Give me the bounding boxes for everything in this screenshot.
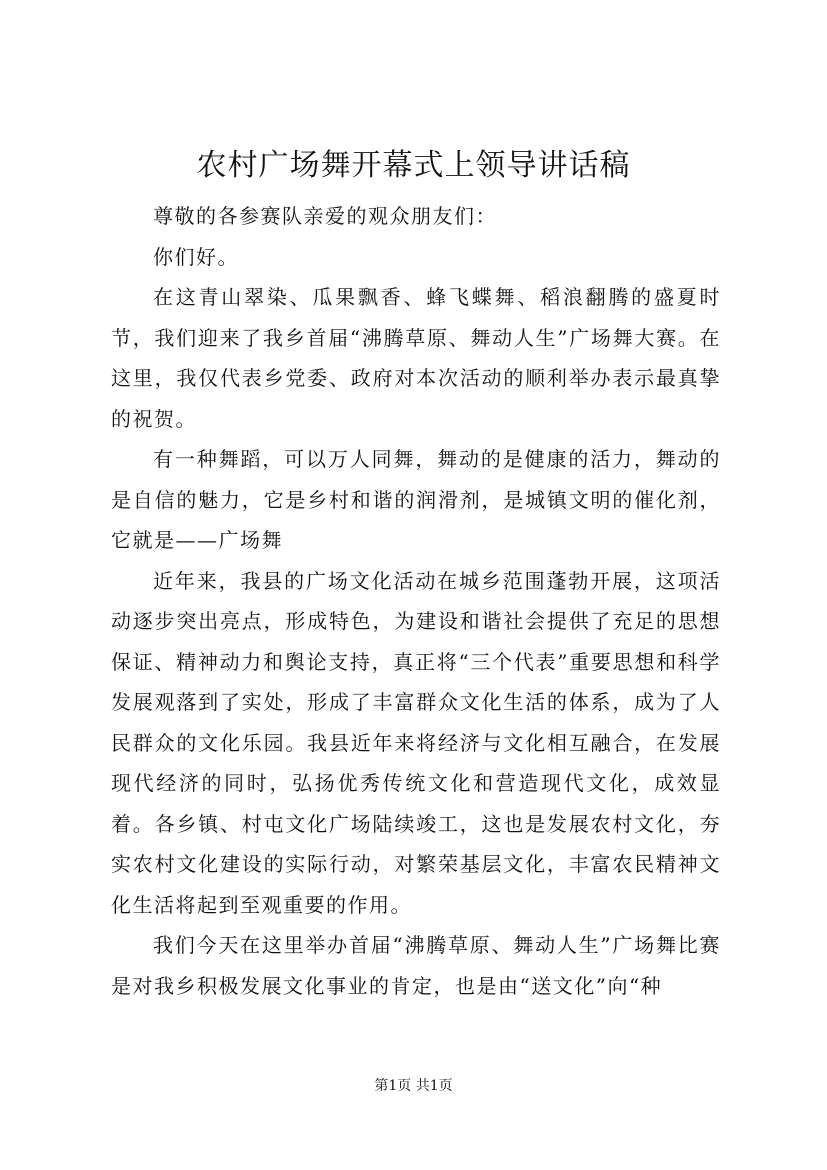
paragraph-salutation: 尊敬的各参赛队亲爱的观众朋友们： (153, 204, 497, 228)
paragraph-1: 在这青山翠染、瓜果飘香、蜂飞蝶舞、稻浪翻腾的盛夏时节，我们迎来了我乡首届“沸腾草原、舞动人生”广场舞大赛。在这里，我仅代表乡党委、政府对本次活动的顺利举办表示最真挚的祝贺。 (111, 285, 721, 431)
paragraph-4: 我们今天在这里举办首届“沸腾草原、舞动人生”广场舞比赛是对我乡积极发展文化事业的肯定，也是由“送文化”向“种 (111, 933, 721, 998)
paragraph-2: 有一种舞蹈，可以万人同舞，舞动的是健康的活力，舞动的是自信的魅力，它是乡村和谐的润滑剂，是城镇文明的催化剂，它就是——广场舞 (111, 447, 721, 552)
paragraph-3: 近年来，我县的广场文化活动在城乡范围蓬勃开展，这项活动逐步突出亮点，形成特色，为建设和谐社会提供了充足的思想保证、精神动力和舆论支持，真正将“三个代表”重要思想和科学发展观落到了实处，形成了丰富群众文化生活的体系，成为了人民群众的文化乐园。我县近年来将经济与文化相互融合，在发展现代经济的同时，弘扬优秀传统文化和营造现代文化，成效显着。各乡镇、村屯文化广场陆续竣工，这也是发展农村文化，夯实农村文化建设的实际行动，对繁荣基层文化，丰富农民精神文化生活将起到至观重要的作用。 (111, 568, 721, 917)
document-title: 农村广场舞开幕式上领导讲话稿 (196, 148, 631, 183)
page-number-footer: 第1页 共1页 (374, 1078, 453, 1094)
document-body (111, 196, 721, 1006)
paragraph-greeting: 你们好。 (153, 244, 239, 269)
